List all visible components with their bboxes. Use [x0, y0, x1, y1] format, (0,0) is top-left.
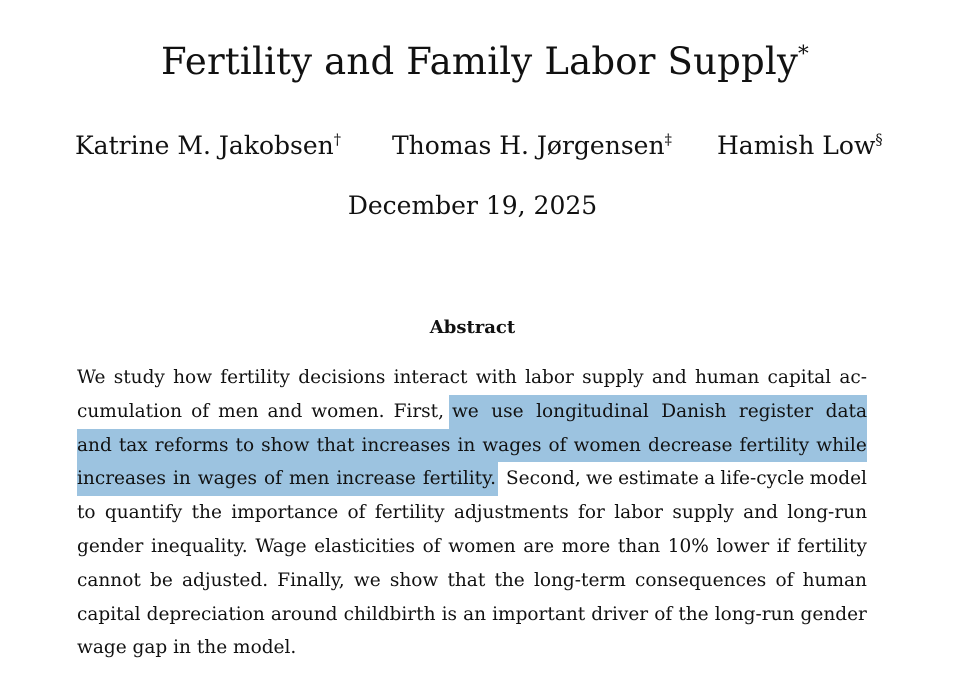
abstract-line	[77, 598, 867, 632]
abstract-word: decrease	[648, 434, 733, 456]
abstract-word: increases	[77, 468, 166, 490]
author-1	[75, 128, 341, 164]
abstract-word: long-run	[787, 502, 867, 524]
abstract-word: while	[816, 434, 867, 456]
abstract-word: human	[694, 367, 760, 388]
abstract-word: reforms	[154, 434, 229, 456]
abstract-word: women	[573, 434, 641, 456]
abstract-word: Danish	[661, 400, 727, 422]
abstract-word: is	[441, 603, 457, 625]
abstract-word: model	[809, 468, 867, 490]
title-footnote-mark: *	[798, 41, 809, 67]
abstract-word: estimate	[618, 468, 699, 490]
abstract-word: Wage	[255, 535, 307, 557]
abstract-word: interact	[393, 367, 468, 388]
abstract-word: a	[704, 468, 716, 490]
author-3	[717, 128, 883, 164]
abstract-word: depreciation	[146, 603, 265, 625]
text-highlight[interactable]	[77, 462, 498, 496]
abstract-word: that	[316, 434, 355, 456]
abstract-line	[77, 530, 867, 564]
abstract-word: fertility	[739, 434, 810, 456]
abstract-word: importance	[231, 502, 339, 524]
abstract-word: adjustments	[453, 502, 569, 524]
author-footnote-mark: ‡	[664, 132, 672, 149]
abstract-word: human	[802, 569, 867, 591]
abstract-word: consequences	[634, 569, 767, 591]
abstract-word: in	[172, 468, 191, 490]
abstract-word: lower	[716, 535, 770, 557]
abstract-line: wage gap in the model.	[77, 637, 297, 659]
abstract-body[interactable]	[77, 361, 867, 665]
abstract-word: to	[235, 434, 255, 456]
abstract-word: ac-	[839, 367, 867, 388]
abstract-word: around	[270, 603, 338, 625]
abstract-word: tax	[118, 434, 148, 456]
abstract-word: the	[191, 502, 222, 524]
abstract-word: gender	[800, 603, 867, 625]
abstract-word: long-term	[533, 569, 626, 591]
author-name: Hamish Low	[717, 131, 876, 160]
abstract-word: fertility	[220, 367, 291, 388]
abstract-word: we	[586, 468, 613, 490]
abstract-word: increase	[336, 468, 416, 490]
abstract-word: are	[523, 535, 555, 557]
abstract-word: data	[825, 400, 867, 422]
abstract-word: fertility	[797, 535, 867, 557]
abstract-word: we	[451, 400, 479, 422]
abstract-word: of	[775, 569, 794, 591]
abstract-word: we	[353, 569, 381, 591]
abstract-word: of	[548, 434, 567, 456]
abstract-word: show	[389, 569, 439, 591]
abstract-word: and	[743, 502, 778, 524]
abstract-word: Finally,	[277, 569, 345, 591]
abstract-word: and	[651, 367, 687, 388]
abstract-line-post	[506, 462, 867, 496]
paper-title	[0, 38, 970, 86]
abstract-word: that	[447, 569, 486, 591]
abstract-line-pre	[77, 395, 444, 429]
abstract-word: 10%	[667, 535, 709, 557]
abstract-line	[77, 496, 867, 530]
abstract-word: longitudinal	[536, 400, 649, 422]
author-footnote-mark: §	[875, 132, 883, 149]
abstract-word: life-cycle	[720, 468, 805, 490]
abstract-heading: Abstract	[429, 317, 516, 338]
abstract-word: men	[218, 400, 259, 422]
abstract-word: elasticities	[314, 535, 415, 557]
abstract-word: study	[113, 367, 165, 388]
text-highlight[interactable]	[449, 395, 867, 429]
abstract-word: increases	[361, 434, 451, 456]
paper-title-text: Fertility and Family Labor Supply	[161, 40, 799, 83]
abstract-word: fertility	[374, 502, 445, 524]
abstract-word: labor	[614, 502, 663, 524]
abstract-word: wages	[197, 468, 257, 490]
abstract-line	[77, 361, 867, 395]
abstract-word: use	[491, 400, 524, 422]
abstract-word: the	[678, 603, 709, 625]
abstract-word: in	[457, 434, 476, 456]
abstract-word: supply	[672, 502, 734, 524]
abstract-word: adjusted.	[181, 569, 269, 591]
abstract-word: inequality.	[150, 535, 248, 557]
abstract-word: cannot	[77, 569, 141, 591]
abstract-line	[77, 429, 867, 463]
abstract-word: supply	[582, 367, 644, 388]
abstract-word: wages	[482, 434, 542, 456]
paper-date: December 19, 2025	[347, 191, 598, 220]
abstract-line	[77, 395, 867, 429]
abstract-word: quantify	[104, 502, 183, 524]
abstract-word: Second,	[505, 468, 581, 490]
abstract-word: capital	[767, 367, 832, 388]
abstract-word: First,	[393, 400, 444, 422]
abstract-word: than	[617, 535, 661, 557]
abstract-word: long-run	[714, 603, 795, 625]
abstract-word: of	[422, 535, 441, 557]
abstract-word: decisions	[298, 367, 386, 388]
abstract-word: cumulation	[77, 400, 183, 422]
abstract-word: capital	[77, 603, 141, 625]
abstract-word: labor	[525, 367, 574, 388]
abstract-word: more	[561, 535, 611, 557]
abstract-word: if	[776, 535, 790, 557]
abstract-word: childbirth	[343, 603, 436, 625]
abstract-word: gender	[77, 535, 144, 557]
abstract-word: and	[77, 434, 112, 456]
abstract-word: of	[191, 400, 210, 422]
abstract-word: of	[654, 603, 673, 625]
abstract-line	[77, 462, 867, 496]
abstract-word: fertility.	[422, 468, 496, 490]
abstract-word: driver	[591, 603, 649, 625]
abstract-word: women.	[311, 400, 385, 422]
abstract-word: show	[261, 434, 310, 456]
abstract-word: how	[173, 367, 213, 388]
abstract-word: We	[77, 367, 106, 388]
author-name: Thomas H. Jørgensen	[392, 131, 665, 160]
abstract-line	[77, 564, 867, 598]
abstract-word: men	[288, 468, 330, 490]
abstract-word: of	[347, 502, 366, 524]
author-name: Katrine M. Jakobsen	[75, 131, 334, 160]
abstract-word: register	[738, 400, 814, 422]
author-2	[392, 128, 672, 164]
abstract-word: with	[475, 367, 517, 388]
author-footnote-mark: †	[333, 132, 342, 149]
abstract-word: important	[492, 603, 586, 625]
abstract-word: to	[77, 502, 96, 524]
abstract-word: be	[149, 569, 173, 591]
abstract-word: an	[463, 603, 487, 625]
abstract-word: for	[578, 502, 605, 524]
abstract-word: of	[263, 468, 282, 490]
abstract-word: and	[267, 400, 303, 422]
abstract-word: women	[448, 535, 516, 557]
abstract-word: the	[494, 569, 525, 591]
